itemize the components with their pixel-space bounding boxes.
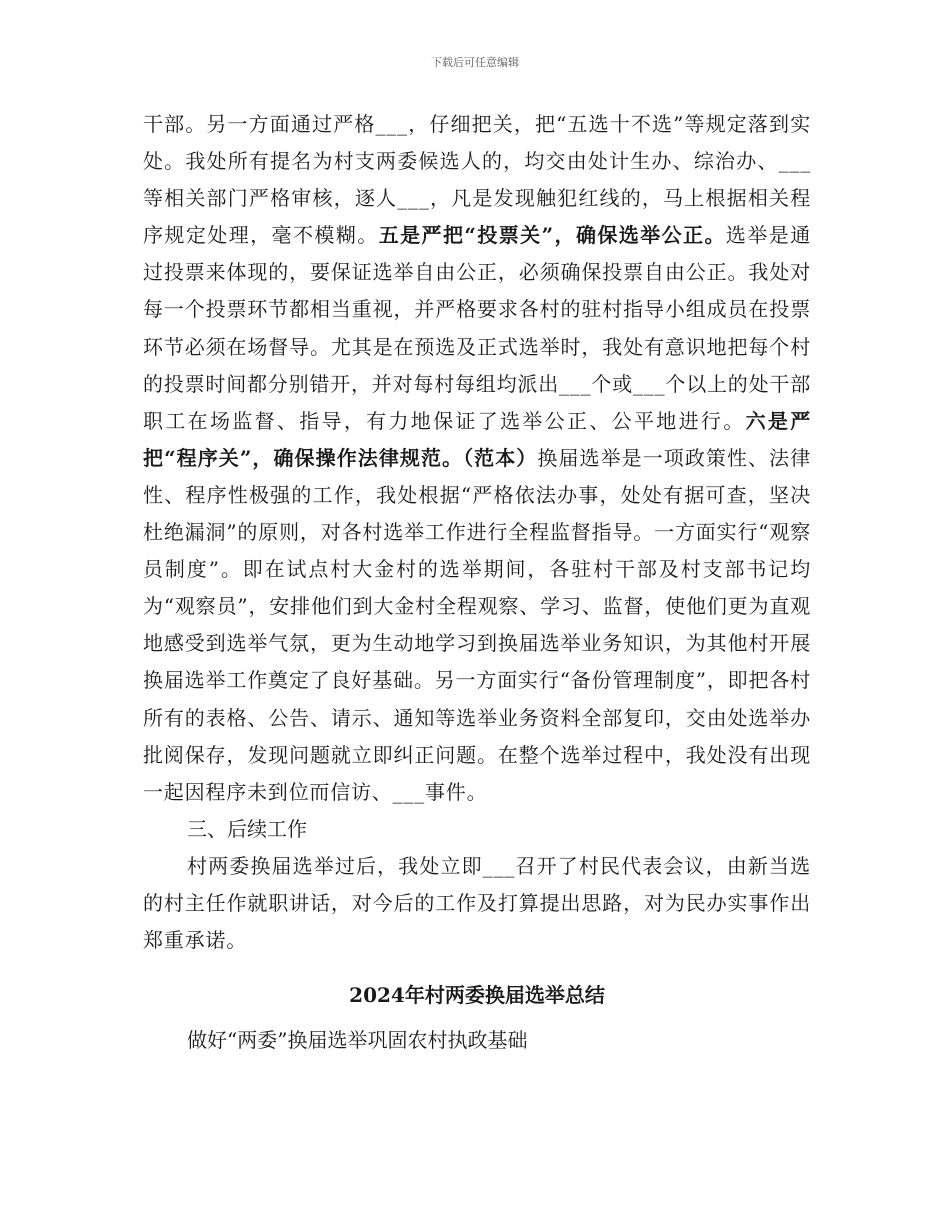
paragraph-follow-up: 村两委换届选举过后，我处立即___召开了村民代表会议，由新当选的村主任作就职讲话，对今后的工作及打算提出思路，对为民办实事作出郑重承诺。 [143, 853, 811, 953]
document-subtitle: 做好“两委”换届选举巩固农村执政基础 [187, 1028, 528, 1053]
document-body [143, 106, 811, 1059]
page-header-note: 下载后可任意编辑 [431, 56, 519, 69]
text-run-bold: 六是严把“程序关”，确保操作法律规范。（范本） [143, 408, 811, 470]
section-heading: 三、后续工作 [187, 816, 307, 841]
text-run: 换届选举是一项政策性、法律性、程序性极强的工作，我处根据“严格依法办事，处处有据可查，坚决杜绝漏洞”的原则，对各村选举工作进行全程监督指导。一方面实行“观察员制度”。即在试点村大金村的选举期间，各驻村干部及村支部书记均为“观察员”，安排他们到大金村全程观察、学习、监督，使他们更为直观地感受到选举气氛，更为生动地学习到换届选举业务知识，为其他村开展换届选举工作奠定了良好基础。另一方面实行“备份管理制度”，即把各村所有的表格、公告、请示、通知等选举业务资料全部复印，交由处选举办批阅保存，发现问题就立即纠正问题。在整个选举过程中，我处没有出现一起因程序未到位而信访、___事件。 [143, 445, 811, 804]
paragraph-election-procedures [143, 106, 811, 811]
text-run: 干部。另一方面通过严格___，仔细把关，把“五选十不选”等规定落到实处。我处所有提名为村支两委候选人的，均交由处计生办、综治办、___等相关部门严格审核，逐人___，凡是发现触犯红线的，马上根据相关程序规定处理，毫不模糊。 [143, 112, 811, 248]
text-run: 选举是通过投票来体现的，要保证选举自由公正，必须确保投票自由公正。我处对每一个投票环节都相当重视，并严格要求各村的驻村指导小组成员在投票环节必须在场督导。尤其是在预选及正式选举时，我处有意识地把每个村的投票时间都分别错开，并对每村每组均派出___个或___个以上的处干部职工在场监督、指导，有力地保证了选举公正、公平地进行。 [143, 223, 811, 433]
document-title: 2024年村两委换届选举总结 [349, 983, 605, 1008]
text-run-bold: 五是严把“投票关”，确保选举公正。 [378, 223, 726, 248]
